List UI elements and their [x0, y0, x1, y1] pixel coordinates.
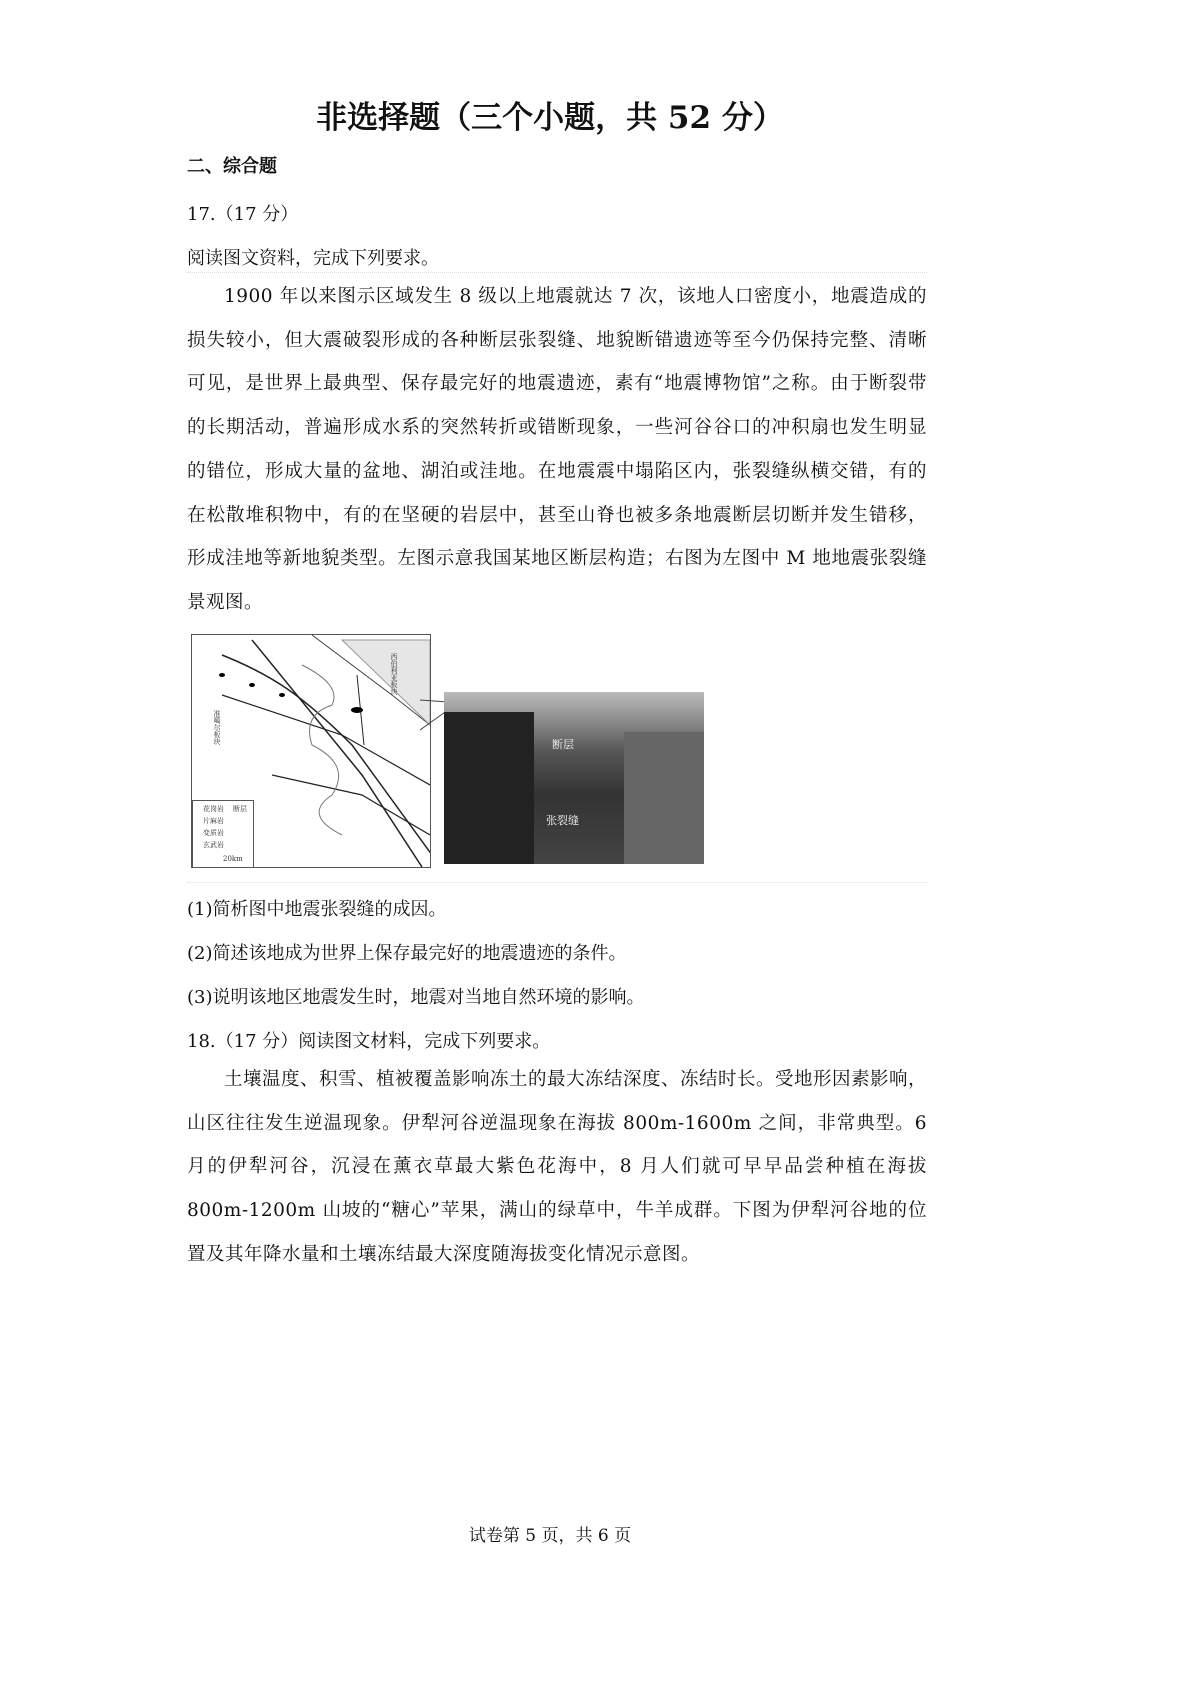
q18-passage: 土壤温度、积雪、植被覆盖影响冻土的最大冻结深度、冻结时长。受地形因素影响，山区往往发生逆温现象。伊犁河谷逆温现象在海拔 800m-1600m 之间，非常典型。6 月的伊犁河谷，沉浸在薰衣草最大紫色花海中，8 月人们就可早早品尝种植在海拔 800m-1200m 山坡的“糖心”苹果，满山的绿草中，牛羊成群。下图为伊犁河谷地的位置及其年降水量和土壤冻结最大深度随海拔变化情况示意图。 — [187, 1069, 928, 1265]
q17-question-1: (1)简析图中地震张裂缝的成因。 — [187, 899, 447, 920]
map-legend — [192, 800, 254, 868]
legend-granite: 花岗岩 — [203, 805, 224, 813]
label-crack: 张裂缝 — [546, 814, 579, 827]
q17-instruction: 阅读图文资料，完成下列要求。 — [187, 248, 439, 269]
label-fault: 断层 — [552, 738, 574, 751]
legend-metamorphic: 变质岩 — [203, 829, 224, 837]
page-footer: 试卷第 5 页，共 6 页 — [468, 1526, 632, 1546]
q18-header: 18.（17 分）阅读图文材料，完成下列要求。 — [187, 1031, 551, 1052]
plate-label-east: 西伯利亚板块 — [390, 653, 398, 695]
plate-label-west: 准噶尔板块 — [213, 710, 221, 745]
scale-bar: 20km — [223, 855, 243, 863]
legend-fault: 断层 — [233, 805, 247, 813]
tension-crack-photo — [444, 692, 704, 864]
divider — [187, 882, 927, 883]
legend-gneiss: 片麻岩 — [203, 817, 224, 825]
page-title: 非选择题（三个小题，共 52 分） — [316, 100, 784, 136]
q17-passage: 1900 年以来图示区域发生 8 级以上地震就达 7 次，该地人口密度小，地震造成的损失较小，但大震破裂形成的各种断层张裂缝、地貌断错遗迹等至今仍保持完整、清晰可见，是世界上最典型、保存最完好的地震遗迹，素有“地震博物馆”之称。由于断裂带的长期活动，普遍形成水系的突然转折或错断现象，一些河谷谷口的冲积扇也发生明显的错位，形成大量的盆地、湖泊或洼地。在地震震中塌陷区内，张裂缝纵横交错，有的在松散堆积物中，有的在坚硬的岩层中，甚至山脊也被多条地震断层切断并发生错移，形成洼地等新地貌类型。左图示意我国某地区断层构造；右图为左图中 M 地地震张裂缝景观图。 — [187, 286, 927, 613]
section-heading: 二、综合题 — [187, 156, 277, 177]
divider — [187, 272, 927, 273]
legend-basalt: 玄武岩 — [203, 841, 224, 849]
q17-question-2: (2)简述该地成为世界上保存最完好的地震遗迹的条件。 — [187, 943, 627, 964]
fault-map — [191, 634, 431, 868]
q17-header: 17.（17 分） — [187, 204, 299, 225]
q17-question-3: (3)说明该地区地震发生时，地震对当地自然环境的影响。 — [187, 987, 645, 1008]
